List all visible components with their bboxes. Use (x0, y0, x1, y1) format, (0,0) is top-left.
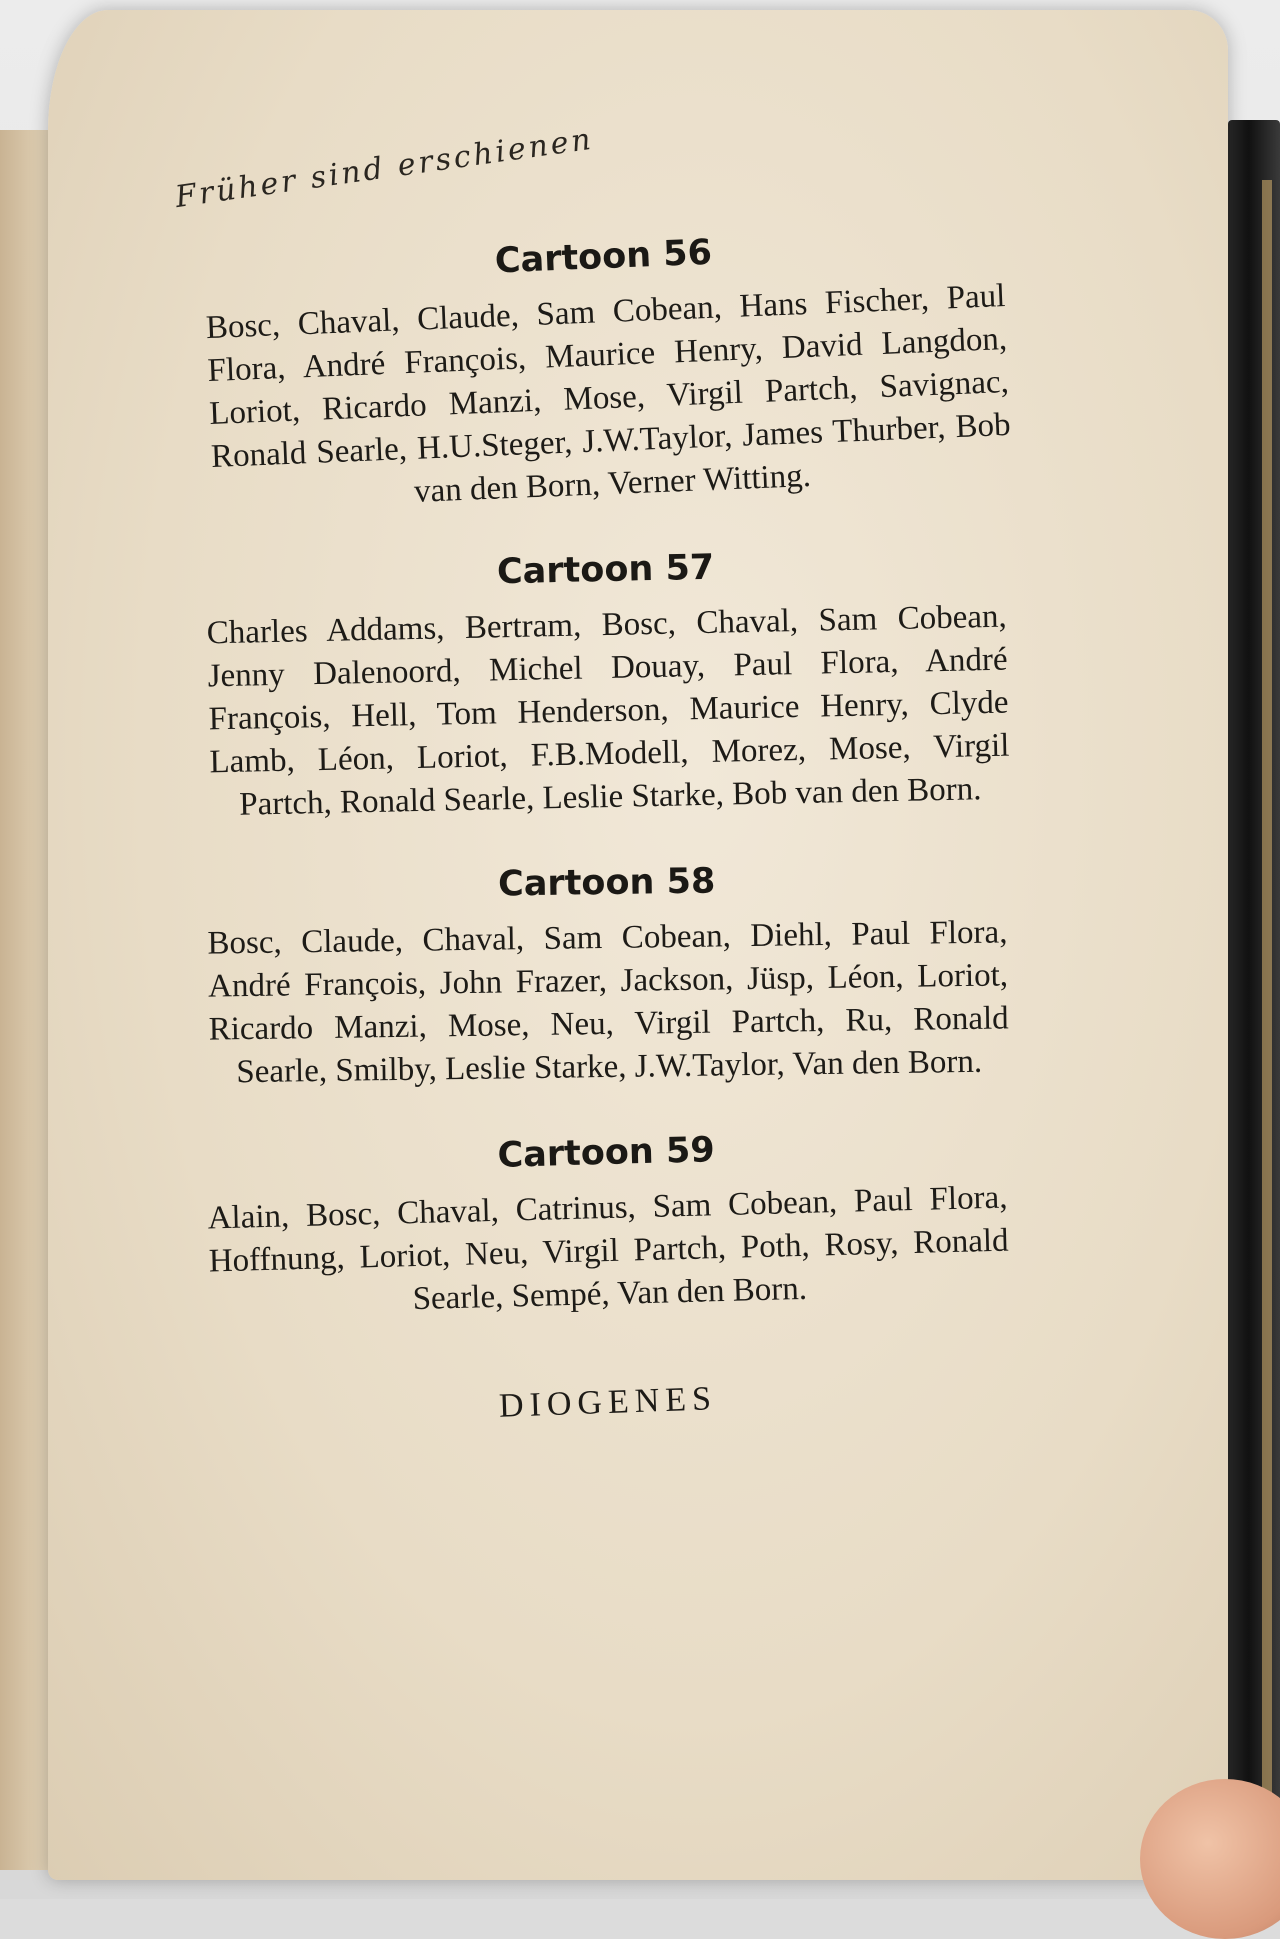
page-heading: Früher sind erschienen (173, 121, 596, 215)
book-cover-rim (1262, 180, 1272, 1820)
section-title: Cartoon 57 (496, 547, 715, 593)
section-cartoon-59 (176, 1122, 1040, 1327)
section-body: Alain, Bosc, Chaval, Catrinus, Sam Cobean, Paul Flora, Hoffnung, Loriot, Neu, Virgil Partch, Poth, Rosy, Ronald Searle, Sempé, Van den Born. (207, 1179, 1010, 1318)
book-page (48, 10, 1228, 1880)
section-cartoon-57 (175, 541, 1040, 828)
section-cartoon-58 (176, 857, 1039, 1095)
publisher-name: DIOGENES (498, 1380, 718, 1425)
section-cartoon-56 (173, 220, 1043, 523)
section-title: Cartoon 59 (497, 1130, 716, 1176)
section-body: Bosc, Claude, Chaval, Sam Cobean, Diehl, Paul Flora, André François, John Frazer, Jackson, Jüsp, Léon, Loriot, Ricardo Manzi, Mose, Neu, Virgil Partch, Ru, Ronald Searle, Smilby, Leslie Starke, J.W.Taylor, Van den Born. (207, 914, 1009, 1091)
page-content (173, 121, 1038, 1425)
section-body: Bosc, Chaval, Claude, Sam Cobean, Hans Fischer, Paul Flora, André François, Maurice Henry, David Langdon, Loriot, Ricardo Manzi, Mose, Virgil Partch, Savignac, Ronald Searle, H.U.Steger, J.W.Taylor, James Thurber, Bob van den Born, Verner Witting. (205, 278, 1012, 510)
section-title: Cartoon 56 (494, 232, 713, 282)
section-title: Cartoon 58 (497, 861, 716, 905)
book-cover-edge (1228, 120, 1280, 1880)
section-body: Charles Addams, Bertram, Bosc, Chaval, Sam Cobean, Jenny Dalenoord, Michel Douay, Paul Flora, André François, Hell, Tom Henderson, Maurice Henry, Clyde Lamb, Léon, Loriot, F.B.Modell, Morez, Mose, Virgil Partch, Ronald Searle, Leslie Starke, Bob van den Born. (206, 598, 1010, 823)
